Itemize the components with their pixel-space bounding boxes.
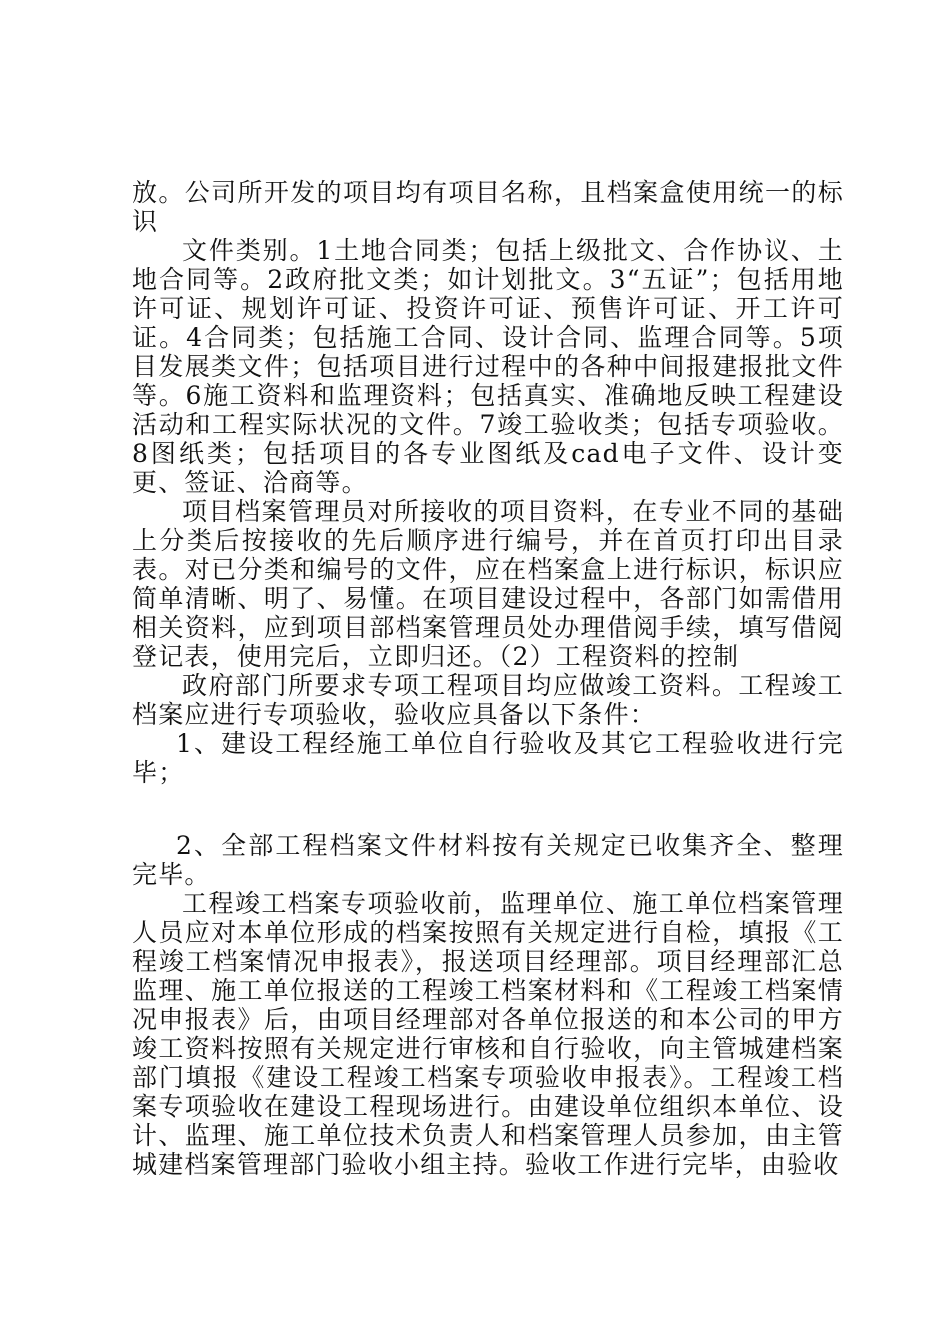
paragraph-file-categories: 文件类别。1土地合同类；包括上级批文、合作协议、土地合同等。2政府批文类；如计划批文。3“五证”；包括用地许可证、规划许可证、投资许可证、预售许可证、开工许可证。4合同类；包括施工合同、设计合同、监理合同等。5项目发展类文件；包括项目进行过程中的各种中间报建报批文件等。6施工资料和监理资料；包括真实、准确地反映工程建设活动和工程实际状况的文件。7竣工验收类；包括专项验收。8图纸类；包括项目的各专业图纸及cad电子文件、设计变更、签证、洽商等。 <box>132 236 844 497</box>
paragraph-condition-2: 2、全部工程档案文件材料按有关规定已收集齐全、整理完毕。 <box>132 831 844 889</box>
paragraph-condition-1: 1、建设工程经施工单位自行验收及其它工程验收进行完毕； <box>132 729 844 787</box>
document-body <box>132 178 844 1179</box>
paragraph-archive-manager: 项目档案管理员对所接收的项目资料，在专业不同的基础上分类后按接收的先后顺序进行编号，并在首页打印出目录表。对已分类和编号的文件，应在档案盒上进行标识，标识应简单清晰、明了、易懂。在项目建设过程中，各部门如需借用相关资料，应到项目部档案管理员处办理借阅手续，填写借阅登记表，使用完后，立即归还。（2）工程资料的控制 <box>132 497 844 671</box>
paragraph-identification: 放。公司所开发的项目均有项目名称，且档案盒使用统一的标识 <box>132 178 844 236</box>
paragraph-acceptance-process: 工程竣工档案专项验收前，监理单位、施工单位档案管理人员应对本单位形成的档案按照有关规定进行自检，填报《工程竣工档案情况申报表》，报送项目经理部。项目经理部汇总监理、施工单位报送的工程竣工档案材料和《工程竣工档案情况申报表》后，由项目经理部对各单位报送的和本公司的甲方竣工资料按照有关规定进行审核和自行验收，向主管城建档案部门填报《建设工程竣工档案专项验收申报表》。工程竣工档案专项验收在建设工程现场进行。由建设单位组织本单位、设计、监理、施工单位技术负责人和档案管理人员参加，由主管城建档案管理部门验收小组主持。验收工作进行完毕，由验收 <box>132 889 844 1179</box>
paragraph-government-requirements: 政府部门所要求专项工程项目均应做竣工资料。工程竣工档案应进行专项验收，验收应具备以下条件： <box>132 671 844 729</box>
blank-line <box>132 787 844 831</box>
